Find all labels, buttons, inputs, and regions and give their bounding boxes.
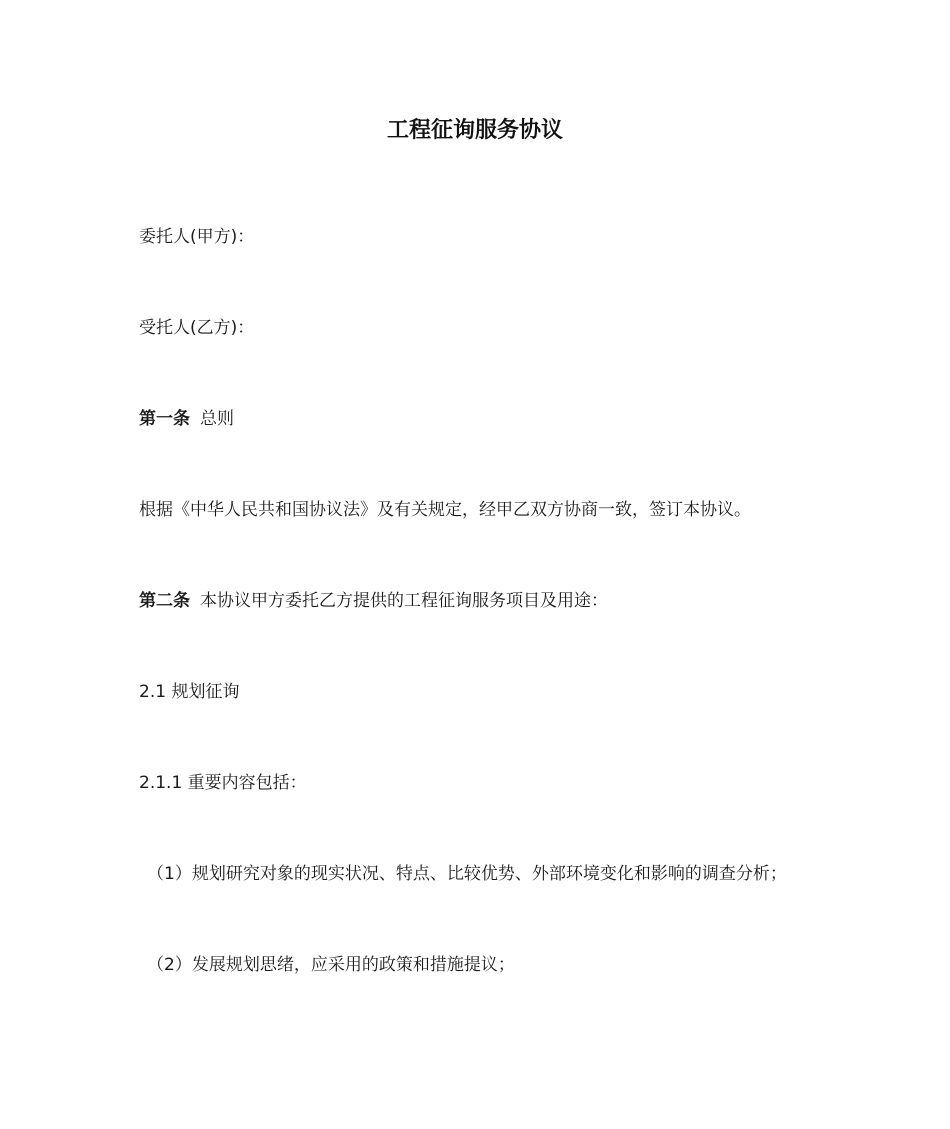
section-2-1: 2.1 规划征询 bbox=[139, 682, 240, 702]
list-item-2: （2）发展规划思绪，应采用的政策和措施提议； bbox=[147, 955, 515, 975]
article-1-title: 总则 bbox=[200, 409, 234, 429]
client-label: 委托人(甲方)： bbox=[139, 227, 255, 247]
document-title: 工程征询服务协议 bbox=[386, 118, 563, 143]
section-2-1-1: 2.1.1 重要内容包括： bbox=[139, 773, 307, 793]
article-2 bbox=[139, 589, 608, 613]
article-2-text: 本协议甲方委托乙方提供的工程征询服务项目及用途： bbox=[200, 591, 608, 611]
list-item-1: （1）规划研究对象的现实状况、特点、比较优势、外部环境变化和影响的调查分析； bbox=[147, 864, 787, 884]
trustee-label: 受托人(乙方)： bbox=[139, 318, 255, 338]
article-1 bbox=[139, 407, 234, 431]
article-2-heading: 第二条 bbox=[139, 591, 190, 611]
paragraph-1: 根据《中华人民共和国协议法》及有关规定，经甲乙双方协商一致，签订本协议。 bbox=[139, 500, 751, 520]
article-1-heading: 第一条 bbox=[139, 409, 190, 429]
